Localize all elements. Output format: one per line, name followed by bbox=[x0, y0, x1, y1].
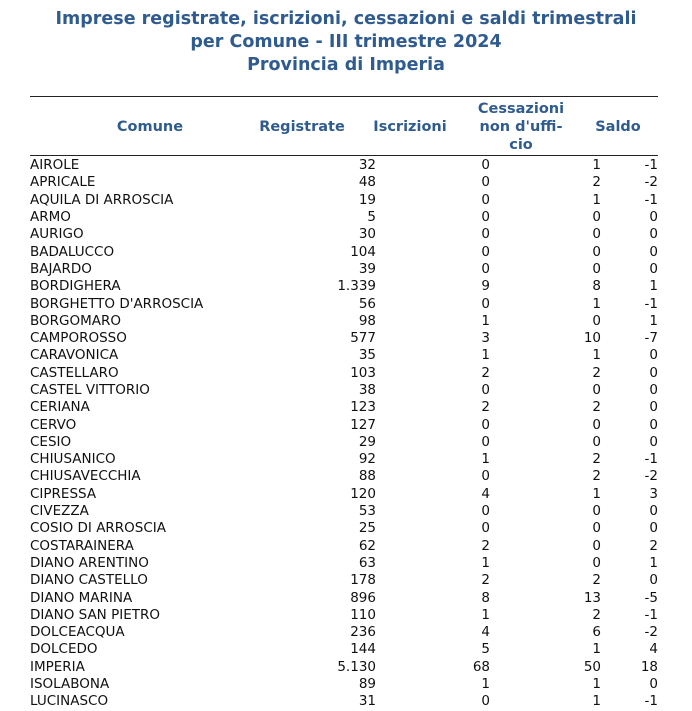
cell-saldo: -2 bbox=[644, 468, 658, 485]
cell-iscrizioni: 0 bbox=[481, 243, 490, 260]
table-row bbox=[30, 503, 658, 520]
cell-saldo: 0 bbox=[649, 364, 658, 381]
cell-comune: LUCINASCO bbox=[30, 693, 109, 710]
cell-registrate: 5.130 bbox=[337, 658, 376, 675]
cell-saldo: -2 bbox=[644, 174, 658, 191]
data-table bbox=[30, 157, 658, 711]
cell-saldo: 0 bbox=[649, 416, 658, 433]
cell-iscrizioni: 2 bbox=[481, 537, 490, 554]
cell-registrate: 32 bbox=[358, 157, 376, 174]
table-row bbox=[30, 538, 658, 555]
cell-comune: DIANO CASTELLO bbox=[30, 572, 148, 589]
cell-iscrizioni: 3 bbox=[481, 330, 490, 347]
cell-comune: CIPRESSA bbox=[30, 485, 97, 502]
cell-registrate: 25 bbox=[358, 520, 376, 537]
cell-iscrizioni: 8 bbox=[481, 589, 490, 606]
cell-saldo: -1 bbox=[644, 157, 658, 174]
cell-comune: IMPERIA bbox=[30, 658, 85, 675]
cell-comune: BAJARDO bbox=[30, 260, 92, 277]
cell-comune: ARMO bbox=[30, 209, 71, 226]
cell-registrate: 110 bbox=[350, 606, 376, 623]
cell-iscrizioni: 0 bbox=[481, 260, 490, 277]
cell-saldo: -1 bbox=[644, 191, 658, 208]
cell-iscrizioni: 1 bbox=[481, 606, 490, 623]
table-row bbox=[30, 399, 658, 416]
cell-registrate: 62 bbox=[358, 537, 376, 554]
cell-registrate: 56 bbox=[358, 295, 376, 312]
cell-registrate: 104 bbox=[350, 243, 376, 260]
cell-cessazioni: 0 bbox=[592, 520, 601, 537]
cell-comune: BORGHETTO D'ARROSCIA bbox=[30, 295, 204, 312]
cell-registrate: 5 bbox=[367, 209, 376, 226]
cell-cessazioni: 0 bbox=[592, 260, 601, 277]
title-line-1: Imprese registrate, iscrizioni, cessazioni e saldi trimestrali bbox=[55, 9, 637, 29]
cell-saldo: 1 bbox=[649, 554, 658, 571]
table-row bbox=[30, 243, 658, 260]
cell-iscrizioni: 0 bbox=[481, 174, 490, 191]
cell-iscrizioni: 0 bbox=[481, 191, 490, 208]
cell-cessazioni: 0 bbox=[592, 433, 601, 450]
cell-registrate: 48 bbox=[358, 174, 376, 191]
cell-comune: CARAVONICA bbox=[30, 347, 119, 364]
cell-saldo: -1 bbox=[644, 693, 658, 710]
cell-registrate: 127 bbox=[350, 416, 376, 433]
cell-saldo: 0 bbox=[649, 243, 658, 260]
table-row bbox=[30, 572, 658, 589]
cell-cessazioni: 1 bbox=[592, 347, 601, 364]
cell-registrate: 92 bbox=[358, 451, 376, 468]
cell-cessazioni: 0 bbox=[592, 243, 601, 260]
table-row bbox=[30, 468, 658, 485]
cell-cessazioni: 6 bbox=[592, 624, 601, 641]
cell-cessazioni: 50 bbox=[583, 658, 601, 675]
header-registrate: Registrate bbox=[259, 119, 345, 135]
cell-cessazioni: 10 bbox=[583, 330, 601, 347]
cell-registrate: 144 bbox=[350, 641, 376, 658]
cell-registrate: 19 bbox=[358, 191, 376, 208]
cell-saldo: -1 bbox=[644, 606, 658, 623]
cell-iscrizioni: 0 bbox=[481, 295, 490, 312]
cell-comune: DIANO ARENTINO bbox=[30, 554, 149, 571]
cell-comune: BADALUCCO bbox=[30, 243, 115, 260]
cell-iscrizioni: 0 bbox=[481, 226, 490, 243]
header-comune: Comune bbox=[116, 119, 184, 135]
table-row bbox=[30, 382, 658, 399]
cell-comune: AIROLE bbox=[30, 157, 80, 174]
cell-comune: CAMPOROSSO bbox=[30, 330, 127, 347]
table-row bbox=[30, 174, 658, 191]
cell-iscrizioni: 1 bbox=[481, 554, 490, 571]
table-row bbox=[30, 226, 658, 243]
data-table-body bbox=[30, 157, 658, 711]
report-title bbox=[0, 8, 692, 77]
header-cessazioni bbox=[466, 100, 576, 154]
cell-saldo: 0 bbox=[649, 209, 658, 226]
cell-comune: COSIO DI ARROSCIA bbox=[30, 520, 167, 537]
table-row bbox=[30, 313, 658, 330]
cell-comune: BORDIGHERA bbox=[30, 278, 121, 295]
cell-cessazioni: 1 bbox=[592, 676, 601, 693]
title-line-3: Provincia di Imperia bbox=[247, 55, 445, 75]
cell-cessazioni: 1 bbox=[592, 157, 601, 174]
table-row bbox=[30, 192, 658, 209]
table-row bbox=[30, 347, 658, 364]
cell-cessazioni: 2 bbox=[592, 468, 601, 485]
table-row bbox=[30, 624, 658, 641]
table-row bbox=[30, 278, 658, 295]
cell-iscrizioni: 2 bbox=[481, 364, 490, 381]
header-cessazioni-line-2: non d'uffi- bbox=[479, 119, 563, 135]
cell-registrate: 577 bbox=[350, 330, 376, 347]
cell-comune: CESIO bbox=[30, 433, 72, 450]
cell-saldo: 0 bbox=[649, 260, 658, 277]
cell-registrate: 53 bbox=[358, 503, 376, 520]
table-row bbox=[30, 676, 658, 693]
cell-comune: AURIGO bbox=[30, 226, 84, 243]
table-row bbox=[30, 589, 658, 606]
table-row bbox=[30, 451, 658, 468]
cell-saldo: -7 bbox=[644, 330, 658, 347]
table-row bbox=[30, 555, 658, 572]
table-row bbox=[30, 157, 658, 174]
table-row bbox=[30, 416, 658, 433]
cell-registrate: 896 bbox=[350, 589, 376, 606]
cell-iscrizioni: 0 bbox=[481, 503, 490, 520]
cell-comune: AQUILA DI ARROSCIA bbox=[30, 191, 174, 208]
cell-saldo: 1 bbox=[649, 278, 658, 295]
cell-comune: ISOLABONA bbox=[30, 676, 110, 693]
table-row bbox=[30, 641, 658, 658]
cell-cessazioni: 2 bbox=[592, 572, 601, 589]
cell-iscrizioni: 68 bbox=[472, 658, 490, 675]
table-row bbox=[30, 693, 658, 710]
cell-comune: BORGOMARO bbox=[30, 312, 122, 329]
cell-saldo: -5 bbox=[644, 589, 658, 606]
cell-iscrizioni: 0 bbox=[481, 433, 490, 450]
cell-comune: DOLCEDO bbox=[30, 641, 98, 658]
cell-comune: CASTEL VITTORIO bbox=[30, 382, 150, 398]
cell-iscrizioni: 1 bbox=[481, 347, 490, 364]
cell-cessazioni: 8 bbox=[592, 278, 601, 295]
cell-iscrizioni: 4 bbox=[481, 485, 490, 502]
cell-cessazioni: 1 bbox=[592, 295, 601, 312]
cell-comune: CERIANA bbox=[30, 399, 90, 416]
cell-comune: CASTELLARO bbox=[30, 364, 119, 381]
cell-registrate: 89 bbox=[358, 676, 376, 693]
table-row bbox=[30, 520, 658, 537]
cell-comune: DIANO SAN PIETRO bbox=[30, 606, 160, 623]
cell-registrate: 38 bbox=[358, 382, 376, 398]
header-bottom-rule bbox=[30, 155, 658, 156]
cell-cessazioni: 2 bbox=[592, 606, 601, 623]
cell-saldo: 2 bbox=[649, 537, 658, 554]
cell-saldo: -1 bbox=[644, 295, 658, 312]
cell-iscrizioni: 0 bbox=[481, 520, 490, 537]
cell-saldo: 0 bbox=[649, 572, 658, 589]
table-row bbox=[30, 434, 658, 451]
cell-iscrizioni: 5 bbox=[481, 641, 490, 658]
cell-iscrizioni: 0 bbox=[481, 468, 490, 485]
cell-saldo: 0 bbox=[649, 382, 658, 398]
table-row bbox=[30, 365, 658, 382]
cell-iscrizioni: 1 bbox=[481, 676, 490, 693]
cell-registrate: 98 bbox=[358, 312, 376, 329]
table-row bbox=[30, 486, 658, 503]
cell-registrate: 88 bbox=[358, 468, 376, 485]
table-row bbox=[30, 295, 658, 312]
cell-cessazioni: 13 bbox=[583, 589, 601, 606]
cell-cessazioni: 0 bbox=[592, 382, 601, 398]
table-row bbox=[30, 607, 658, 624]
cell-cessazioni: 1 bbox=[592, 693, 601, 710]
cell-saldo: 0 bbox=[649, 433, 658, 450]
cell-iscrizioni: 0 bbox=[481, 693, 490, 710]
cell-comune: APRICALE bbox=[30, 174, 96, 191]
cell-registrate: 30 bbox=[358, 226, 376, 243]
cell-cessazioni: 2 bbox=[592, 174, 601, 191]
cell-comune: CHIUSANICO bbox=[30, 451, 116, 468]
header-cessazioni-line-1: Cessazioni bbox=[477, 101, 565, 117]
cell-saldo: 0 bbox=[649, 520, 658, 537]
cell-cessazioni: 0 bbox=[592, 503, 601, 520]
cell-iscrizioni: 0 bbox=[481, 157, 490, 174]
cell-cessazioni: 0 bbox=[592, 312, 601, 329]
cell-cessazioni: 0 bbox=[592, 226, 601, 243]
cell-iscrizioni: 1 bbox=[481, 451, 490, 468]
cell-saldo: 4 bbox=[649, 641, 658, 658]
cell-cessazioni: 1 bbox=[592, 485, 601, 502]
cell-iscrizioni: 9 bbox=[481, 278, 490, 295]
cell-cessazioni: 0 bbox=[592, 537, 601, 554]
cell-registrate: 29 bbox=[358, 433, 376, 450]
cell-saldo: 0 bbox=[649, 347, 658, 364]
cell-cessazioni: 0 bbox=[592, 554, 601, 571]
cell-iscrizioni: 0 bbox=[481, 416, 490, 433]
cell-saldo: 18 bbox=[640, 658, 658, 675]
cell-cessazioni: 1 bbox=[592, 641, 601, 658]
cell-cessazioni: 0 bbox=[592, 209, 601, 226]
table-row bbox=[30, 330, 658, 347]
cell-iscrizioni: 0 bbox=[481, 382, 490, 398]
cell-saldo: 0 bbox=[649, 676, 658, 693]
cell-comune: CERVO bbox=[30, 416, 77, 433]
cell-iscrizioni: 2 bbox=[481, 399, 490, 416]
cell-saldo: 1 bbox=[649, 312, 658, 329]
cell-comune: CIVEZZA bbox=[30, 503, 89, 520]
cell-saldo: 3 bbox=[649, 485, 658, 502]
cell-comune: DOLCEACQUA bbox=[30, 624, 125, 641]
cell-cessazioni: 2 bbox=[592, 451, 601, 468]
cell-cessazioni: 0 bbox=[592, 416, 601, 433]
cell-cessazioni: 1 bbox=[592, 191, 601, 208]
cell-saldo: 0 bbox=[649, 503, 658, 520]
table-row bbox=[30, 261, 658, 278]
cell-saldo: -2 bbox=[644, 624, 658, 641]
cell-registrate: 35 bbox=[358, 347, 376, 364]
cell-registrate: 123 bbox=[350, 399, 376, 416]
header-top-rule bbox=[30, 96, 658, 97]
table-row bbox=[30, 659, 658, 676]
cell-saldo: -1 bbox=[644, 451, 658, 468]
cell-iscrizioni: 2 bbox=[481, 572, 490, 589]
cell-cessazioni: 2 bbox=[592, 364, 601, 381]
table-row bbox=[30, 209, 658, 226]
cell-registrate: 103 bbox=[350, 364, 376, 381]
cell-comune: CHIUSAVECCHIA bbox=[30, 468, 141, 485]
cell-registrate: 39 bbox=[358, 260, 376, 277]
title-line-2: per Comune - III trimestre 2024 bbox=[190, 32, 502, 52]
cell-saldo: 0 bbox=[649, 226, 658, 243]
header-saldo: Saldo bbox=[595, 119, 641, 135]
cell-iscrizioni: 1 bbox=[481, 312, 490, 329]
cell-iscrizioni: 4 bbox=[481, 624, 490, 641]
cell-registrate: 63 bbox=[358, 554, 376, 571]
header-cessazioni-line-3: cio bbox=[509, 137, 533, 153]
cell-cessazioni: 2 bbox=[592, 399, 601, 416]
cell-comune: COSTARAINERA bbox=[30, 537, 134, 554]
cell-comune: DIANO MARINA bbox=[30, 589, 133, 606]
cell-iscrizioni: 0 bbox=[481, 209, 490, 226]
cell-registrate: 1.339 bbox=[337, 278, 376, 295]
cell-registrate: 236 bbox=[350, 624, 376, 641]
cell-registrate: 178 bbox=[350, 572, 376, 589]
cell-registrate: 31 bbox=[358, 693, 376, 710]
header-iscrizioni: Iscrizioni bbox=[373, 119, 447, 135]
cell-registrate: 120 bbox=[350, 485, 376, 502]
cell-saldo: 0 bbox=[649, 399, 658, 416]
